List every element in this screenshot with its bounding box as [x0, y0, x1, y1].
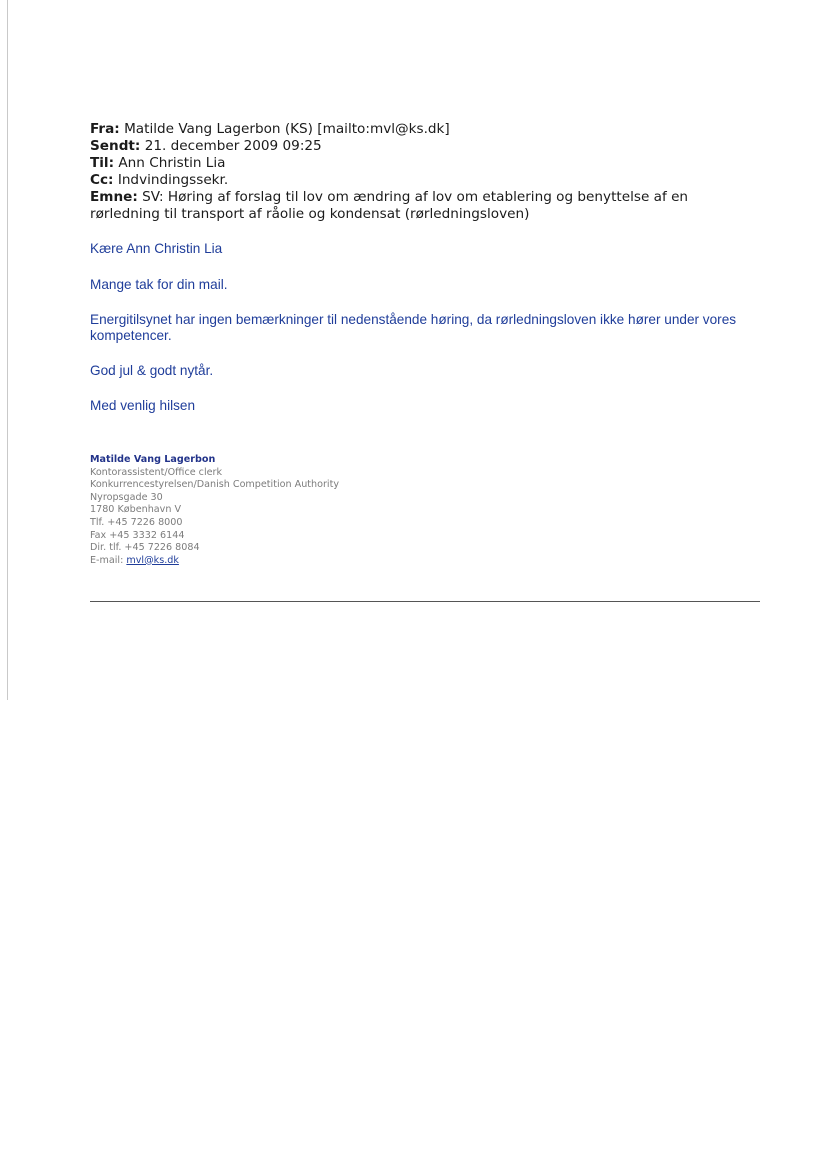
sent-value: 21. december 2009 09:25	[144, 138, 322, 154]
signature-email-label: E-mail:	[90, 554, 124, 566]
subject-value: SV: Høring af forslag til lov om ændring af lov om etablering og benyttelse af en rørledning til transport af råolie og kondensat (rørledningsloven)	[90, 189, 689, 222]
signature-street: Nyropsgade 30	[90, 491, 163, 503]
greeting: Kære Ann Christin Lia	[90, 241, 223, 256]
from-label: Fra:	[90, 121, 120, 137]
subject-row	[90, 189, 740, 223]
cc-value: Indvindingssekr.	[117, 172, 229, 188]
from-value: Matilde Vang Lagerbon (KS) [mailto:mvl@ks.dk]	[124, 121, 450, 137]
signature-phone: Tlf. +45 7226 8000	[90, 516, 183, 528]
to-value: Ann Christin Lia	[118, 155, 226, 171]
closing-line: Med venlig hilsen	[90, 398, 196, 413]
statement-paragraph: Energitilsynet har ingen bemærkninger til nedenstående høring, da rørledningsloven ikke hører under vores kompetencer.	[90, 312, 737, 343]
subject-label: Emne:	[90, 189, 138, 205]
signature-email-row	[90, 555, 339, 568]
to-label: Til:	[90, 155, 115, 171]
holiday-wishes: God jul & godt nytår.	[90, 363, 214, 378]
cc-label: Cc:	[90, 172, 114, 188]
thanks-line: Mange tak for din mail.	[90, 277, 228, 292]
signature-city: 1780 København V	[90, 504, 182, 516]
email-header	[90, 121, 740, 223]
signature-email-link[interactable]: mvl@ks.dk	[126, 554, 179, 566]
email-body	[90, 241, 760, 414]
signature-fax: Fax +45 3332 6144	[90, 529, 185, 541]
scan-edge-line	[7, 0, 8, 700]
separator-line	[90, 601, 760, 602]
to-row	[90, 155, 740, 172]
email-signature	[90, 454, 339, 567]
signature-title: Kontorassistent/Office clerk	[90, 466, 223, 478]
signature-direct-phone: Dir. tlf. +45 7226 8084	[90, 542, 200, 554]
cc-row	[90, 172, 740, 189]
from-row	[90, 121, 740, 138]
sent-label: Sendt:	[90, 138, 141, 154]
signature-organization: Konkurrencestyrelsen/Danish Competition Authority	[90, 479, 340, 491]
signature-name: Matilde Vang Lagerbon	[90, 454, 216, 465]
sent-row	[90, 138, 740, 155]
